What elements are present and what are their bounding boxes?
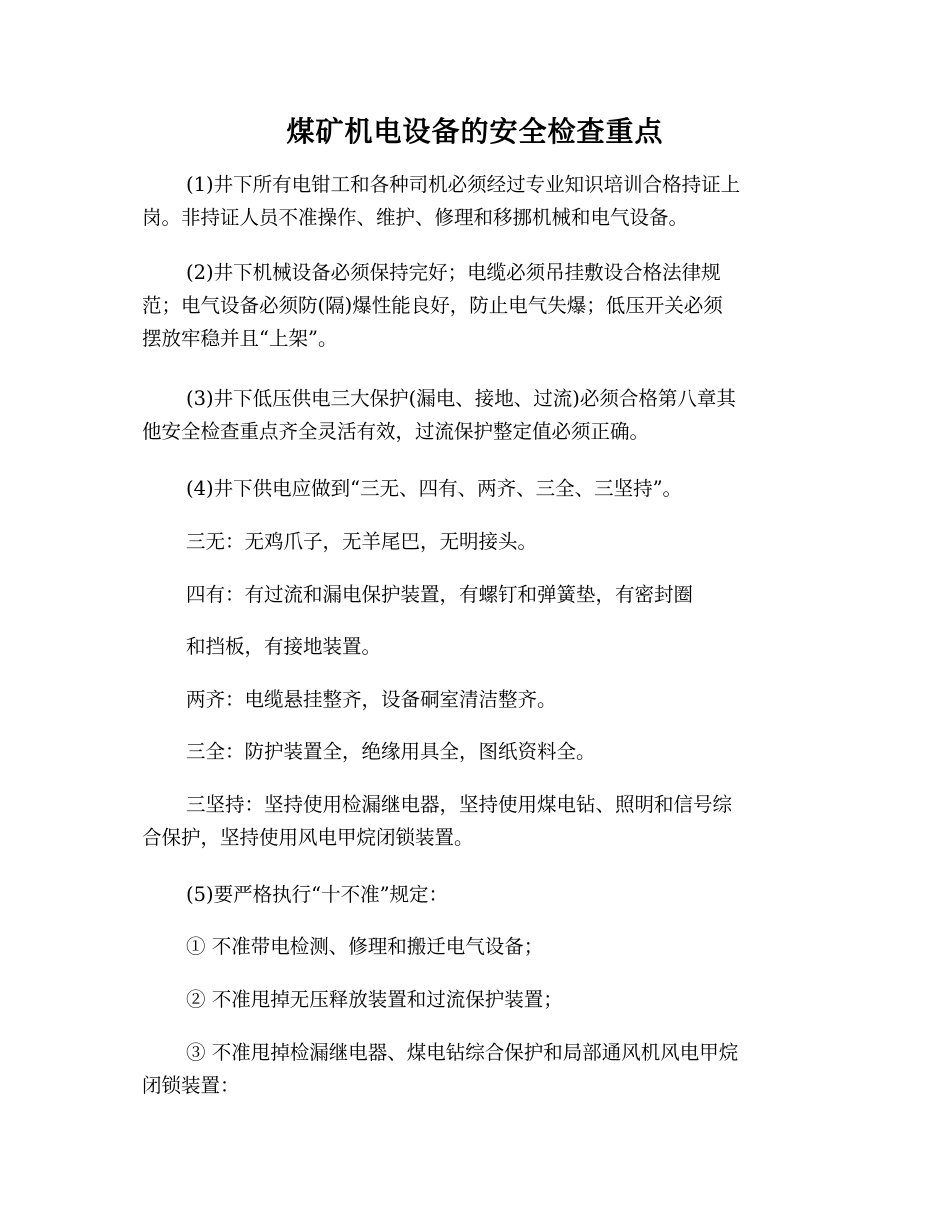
- paragraph-5: [142, 525, 822, 558]
- text-line: ① 不准带电检测、修理和搬迁电气设备；: [186, 935, 544, 958]
- text-line: 闭锁装置：: [142, 1074, 240, 1097]
- paragraph-7: [142, 630, 822, 663]
- paragraph-3: [142, 382, 822, 448]
- text-line: 三无：无鸡爪子，无羊尾巴，无明接头。: [186, 530, 538, 553]
- text-line: 他安全检查重点齐全灵活有效，过流保护整定值必须正确。: [142, 420, 650, 443]
- paragraph-6: [142, 578, 822, 611]
- text-line: 两齐：电缆悬挂整齐，设备硐室清洁整齐。: [186, 688, 557, 711]
- paragraph-2: [142, 256, 822, 355]
- text-line: (2)井下机械设备必须保持完好；电缆必须吊挂敷设合格法律规: [186, 261, 721, 284]
- text-line: 四有：有过流和漏电保护装置，有螺钉和弹簧垫，有密封圈: [186, 583, 694, 606]
- text-line: ② 不准甩掉无压释放装置和过流保护装置；: [186, 988, 563, 1011]
- text-line: 合保护，坚持使用风电甲烷闭锁装置。: [142, 826, 474, 849]
- text-line: 摆放牢稳并且“上架”。: [142, 327, 338, 350]
- text-line: (4)井下供电应做到“三无、四有、两齐、三全、三坚持”。: [186, 477, 683, 500]
- text-line: 岗。非持证人员不准操作、维护、修理和移挪机械和电气设备。: [142, 206, 689, 229]
- text-line: 范；电气设备必须防(隔)爆性能良好，防止电气失爆；低压开关必须: [142, 294, 723, 317]
- paragraph-8: [142, 683, 822, 716]
- text-line: (5)要严格执行“十不准”规定：: [186, 883, 449, 906]
- paragraph-10: [142, 788, 822, 854]
- text-line: (1)井下所有电钳工和各种司机必须经过专业知识培训合格持证上: [186, 173, 741, 196]
- text-line: ③ 不准甩掉检漏继电器、煤电钻综合保护和局部通风机风电甲烷: [186, 1041, 739, 1064]
- paragraph-4: [142, 472, 822, 505]
- text-line: (3)井下低压供电三大保护(漏电、接地、过流)必须合格第八章其: [186, 387, 736, 410]
- text-line: 三全：防护装置全，绝缘用具全，图纸资料全。: [186, 740, 596, 763]
- paragraph-1: [142, 168, 822, 234]
- document-title: 煤矿机电设备的安全检查重点: [286, 115, 664, 148]
- text-line: 三坚持：坚持使用检漏继电器，坚持使用煤电钻、照明和信号综: [186, 793, 733, 816]
- paragraph-9: [142, 735, 822, 768]
- text-line: 和挡板，有接地装置。: [186, 635, 382, 658]
- paragraph-14: [142, 1036, 822, 1102]
- paragraph-12: [142, 930, 822, 963]
- paragraph-13: [142, 983, 822, 1016]
- paragraph-11: [142, 878, 822, 911]
